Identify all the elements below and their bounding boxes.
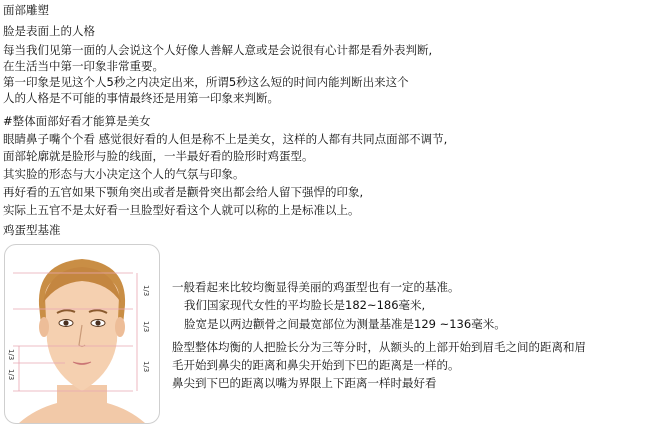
fraction-label-left-upper: 1/3 bbox=[7, 349, 15, 361]
section2-heading: #整体面部好看才能算是美女 bbox=[3, 114, 151, 128]
section3-right-line-3: 脸宽是以两边颧骨之间最宽部位为测量基准是129 ~136毫米。 bbox=[184, 317, 506, 331]
section2-line-1: 眼睛鼻子嘴个个看 感觉很好看的人但是称不上是美女，这样的人都有共同点面部不调节, bbox=[3, 132, 448, 146]
fraction-label-left-lower: 1/3 bbox=[7, 369, 15, 381]
fraction-label-middle: 1/3 bbox=[142, 321, 150, 333]
section3-right-line-1: 一般看起来比较均衡显得美丽的鸡蛋型也有一定的基准。 bbox=[172, 280, 460, 294]
section3-right-line-5: 毛开始到鼻尖的距离和鼻尖开始到下巴的距离是一样的。 bbox=[172, 358, 460, 372]
section3-right-line-2: 我们国家现代女性的平均脸长是182~186毫米, bbox=[184, 298, 426, 312]
page-title: 面部雕塑 bbox=[3, 3, 49, 17]
section2-line-3: 其实脸的形态与大小决定这个人的气氛与印象。 bbox=[3, 167, 245, 181]
section1-heading: 脸是表面上的人格 bbox=[3, 24, 95, 38]
face-proportion-figure bbox=[4, 244, 160, 424]
fraction-label-bottom: 1/3 bbox=[142, 361, 150, 373]
section2-line-5: 实际上五官不是太好看一旦脸型好看这个人就可以称的上是标准以上。 bbox=[3, 203, 360, 217]
fraction-label-top: 1/3 bbox=[142, 285, 150, 297]
section3-heading: 鸡蛋型基准 bbox=[3, 223, 61, 237]
section1-line-3: 第一印象是见这个人5秒之内决定出来，所谓5秒这么短的时间内能判断出来这个 bbox=[3, 75, 409, 89]
section2-line-4: 再好看的五官如果下颚角突出或者是颧骨突出都会给人留下强悍的印象, bbox=[3, 185, 364, 199]
section1-line-2: 在生活当中第一印象非常重要。 bbox=[3, 59, 164, 73]
section1-line-4: 人的人格是不可能的事情最终还是用第一印象来判断。 bbox=[3, 91, 279, 105]
section3-right-line-6: 鼻尖到下巴的距离以嘴为界限上下距离一样时最好看 bbox=[172, 376, 437, 390]
section2-line-2: 面部轮廓就是脸形与脸的线面，一半最好看的脸形时鸡蛋型。 bbox=[3, 149, 314, 163]
section3-right-line-4: 脸型整体均衡的人把脸长分为三等分时，从额头的上部开始到眉毛之间的距离和眉 bbox=[172, 340, 586, 354]
section1-line-1: 每当我们见第一面的人会说这个人好像人善解人意或是会说很有心计都是看外表判断, bbox=[3, 43, 433, 57]
face-illustration bbox=[5, 245, 159, 423]
